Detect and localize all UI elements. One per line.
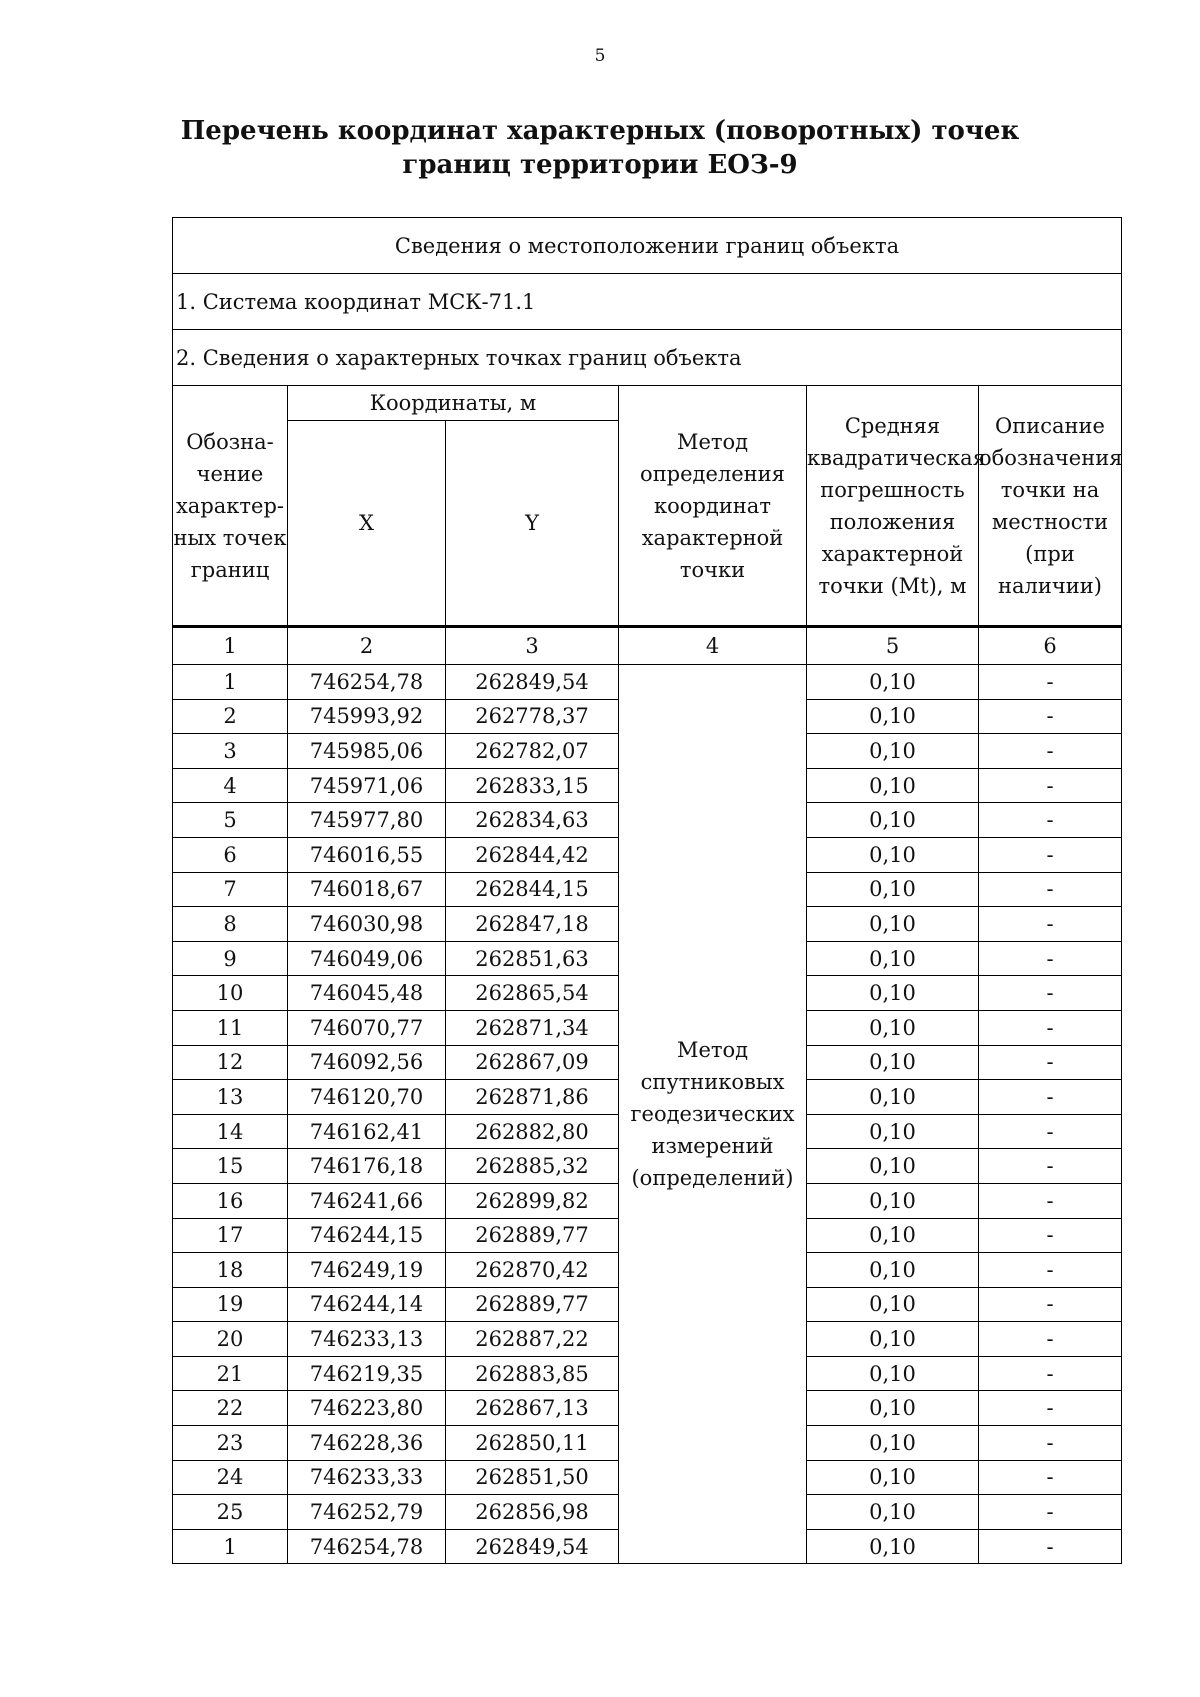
col-number: 4 bbox=[619, 627, 807, 665]
description-cell: - bbox=[979, 941, 1122, 976]
x-coordinate-cell: 746049,06 bbox=[288, 941, 446, 976]
x-coordinate-cell: 746228,36 bbox=[288, 1426, 446, 1461]
error-value-cell: 0,10 bbox=[807, 1391, 979, 1426]
point-number-cell: 1 bbox=[173, 665, 288, 700]
y-coordinate-cell: 262844,15 bbox=[446, 872, 619, 907]
point-number-cell: 5 bbox=[173, 803, 288, 838]
error-value-cell: 0,10 bbox=[807, 1495, 979, 1530]
description-cell: - bbox=[979, 1322, 1122, 1357]
y-coordinate-cell: 262778,37 bbox=[446, 699, 619, 734]
error-value-cell: 0,10 bbox=[807, 872, 979, 907]
col-number: 2 bbox=[288, 627, 446, 665]
error-value-cell: 0,10 bbox=[807, 665, 979, 700]
coordinates-table bbox=[172, 217, 1122, 1564]
error-value-cell: 0,10 bbox=[807, 941, 979, 976]
error-value-cell: 0,10 bbox=[807, 1045, 979, 1080]
x-coordinate-cell: 746241,66 bbox=[288, 1183, 446, 1218]
y-coordinate-cell: 262871,86 bbox=[446, 1080, 619, 1115]
page-number: 5 bbox=[594, 46, 606, 66]
description-cell: - bbox=[979, 1218, 1122, 1253]
x-coordinate-cell: 746252,79 bbox=[288, 1495, 446, 1530]
point-number-cell: 22 bbox=[173, 1391, 288, 1426]
col-description-header: Описание обозначения точки на местности (при наличии) bbox=[979, 386, 1122, 627]
y-coordinate-cell: 262833,15 bbox=[446, 768, 619, 803]
y-coordinate-cell: 262849,54 bbox=[446, 1529, 619, 1564]
description-cell: - bbox=[979, 1253, 1122, 1288]
col-method-header: Метод определения координат характерной точки bbox=[619, 386, 807, 627]
x-coordinate-cell: 746018,67 bbox=[288, 872, 446, 907]
column-number-row bbox=[173, 627, 1122, 665]
error-value-cell: 0,10 bbox=[807, 1080, 979, 1115]
description-cell: - bbox=[979, 837, 1122, 872]
point-number-cell: 25 bbox=[173, 1495, 288, 1530]
error-value-cell: 0,10 bbox=[807, 699, 979, 734]
error-value-cell: 0,10 bbox=[807, 1529, 979, 1564]
y-coordinate-cell: 262889,77 bbox=[446, 1287, 619, 1322]
title-line-1: Перечень координат характерных (поворотных) точек bbox=[180, 116, 1020, 146]
x-coordinate-cell: 746092,56 bbox=[288, 1045, 446, 1080]
y-coordinate-cell: 262865,54 bbox=[446, 976, 619, 1011]
point-number-cell: 9 bbox=[173, 941, 288, 976]
location-header: Сведения о местоположении границ объекта bbox=[173, 218, 1122, 274]
x-coordinate-cell: 746120,70 bbox=[288, 1080, 446, 1115]
x-coordinate-cell: 746219,35 bbox=[288, 1356, 446, 1391]
error-value-cell: 0,10 bbox=[807, 1253, 979, 1288]
description-cell: - bbox=[979, 699, 1122, 734]
y-coordinate-cell: 262782,07 bbox=[446, 734, 619, 769]
point-number-cell: 24 bbox=[173, 1460, 288, 1495]
y-coordinate-cell: 262882,80 bbox=[446, 1114, 619, 1149]
y-coordinate-cell: 262844,42 bbox=[446, 837, 619, 872]
col-number: 3 bbox=[446, 627, 619, 665]
y-coordinate-cell: 262867,13 bbox=[446, 1391, 619, 1426]
y-coordinate-cell: 262899,82 bbox=[446, 1183, 619, 1218]
point-number-cell: 23 bbox=[173, 1426, 288, 1461]
point-number-cell: 7 bbox=[173, 872, 288, 907]
point-number-cell: 13 bbox=[173, 1080, 288, 1115]
description-cell: - bbox=[979, 1495, 1122, 1530]
point-number-cell: 11 bbox=[173, 1010, 288, 1045]
description-cell: - bbox=[979, 1183, 1122, 1218]
point-number-cell: 6 bbox=[173, 837, 288, 872]
x-coordinate-cell: 746016,55 bbox=[288, 837, 446, 872]
x-coordinate-cell: 746045,48 bbox=[288, 976, 446, 1011]
description-cell: - bbox=[979, 665, 1122, 700]
description-cell: - bbox=[979, 1045, 1122, 1080]
y-coordinate-cell: 262851,50 bbox=[446, 1460, 619, 1495]
point-number-cell: 15 bbox=[173, 1149, 288, 1184]
description-cell: - bbox=[979, 734, 1122, 769]
description-cell: - bbox=[979, 768, 1122, 803]
description-cell: - bbox=[979, 872, 1122, 907]
y-coordinate-cell: 262885,32 bbox=[446, 1149, 619, 1184]
y-coordinate-cell: 262870,42 bbox=[446, 1253, 619, 1288]
error-value-cell: 0,10 bbox=[807, 1183, 979, 1218]
description-cell: - bbox=[979, 1391, 1122, 1426]
error-value-cell: 0,10 bbox=[807, 907, 979, 942]
method-cell: Метод спутниковых геодезических измерений (определений) bbox=[619, 665, 807, 1564]
x-coordinate-cell: 746254,78 bbox=[288, 665, 446, 700]
error-value-cell: 0,10 bbox=[807, 1322, 979, 1357]
x-coordinate-cell: 746249,19 bbox=[288, 1253, 446, 1288]
description-cell: - bbox=[979, 1426, 1122, 1461]
x-coordinate-cell: 746233,33 bbox=[288, 1460, 446, 1495]
point-number-cell: 20 bbox=[173, 1322, 288, 1357]
x-coordinate-cell: 746244,15 bbox=[288, 1218, 446, 1253]
error-value-cell: 0,10 bbox=[807, 768, 979, 803]
x-coordinate-cell: 746244,14 bbox=[288, 1287, 446, 1322]
x-coordinate-cell: 746162,41 bbox=[288, 1114, 446, 1149]
col-designation-header: Обозна- чение характер- ных точек границ bbox=[173, 386, 288, 627]
x-coordinate-cell: 745971,06 bbox=[288, 768, 446, 803]
y-coordinate-cell: 262883,85 bbox=[446, 1356, 619, 1391]
description-cell: - bbox=[979, 1287, 1122, 1322]
error-value-cell: 0,10 bbox=[807, 1426, 979, 1461]
description-cell: - bbox=[979, 803, 1122, 838]
error-value-cell: 0,10 bbox=[807, 734, 979, 769]
description-cell: - bbox=[979, 1080, 1122, 1115]
points-info-label: 2. Сведения о характерных точках границ объекта bbox=[173, 330, 1122, 386]
page-title bbox=[0, 114, 1200, 182]
error-value-cell: 0,10 bbox=[807, 1218, 979, 1253]
error-value-cell: 0,10 bbox=[807, 1287, 979, 1322]
point-number-cell: 16 bbox=[173, 1183, 288, 1218]
x-coordinate-cell: 746070,77 bbox=[288, 1010, 446, 1045]
description-cell: - bbox=[979, 1460, 1122, 1495]
description-cell: - bbox=[979, 907, 1122, 942]
error-value-cell: 0,10 bbox=[807, 803, 979, 838]
point-number-cell: 10 bbox=[173, 976, 288, 1011]
col-coords-header: Координаты, м bbox=[288, 386, 619, 421]
x-coordinate-cell: 745977,80 bbox=[288, 803, 446, 838]
table-row bbox=[173, 665, 1122, 700]
description-cell: - bbox=[979, 1114, 1122, 1149]
y-coordinate-cell: 262834,63 bbox=[446, 803, 619, 838]
point-number-cell: 21 bbox=[173, 1356, 288, 1391]
point-number-cell: 8 bbox=[173, 907, 288, 942]
x-coordinate-cell: 745985,06 bbox=[288, 734, 446, 769]
error-value-cell: 0,10 bbox=[807, 1010, 979, 1045]
y-coordinate-cell: 262871,34 bbox=[446, 1010, 619, 1045]
description-cell: - bbox=[979, 1356, 1122, 1391]
x-coordinate-cell: 746223,80 bbox=[288, 1391, 446, 1426]
y-coordinate-cell: 262867,09 bbox=[446, 1045, 619, 1080]
y-coordinate-cell: 262849,54 bbox=[446, 665, 619, 700]
error-value-cell: 0,10 bbox=[807, 837, 979, 872]
description-cell: - bbox=[979, 1010, 1122, 1045]
y-coordinate-cell: 262889,77 bbox=[446, 1218, 619, 1253]
point-number-cell: 17 bbox=[173, 1218, 288, 1253]
col-error-header: Средняя квадратическая погрешность положения характерной точки (Mt), м bbox=[807, 386, 979, 627]
point-number-cell: 1 bbox=[173, 1529, 288, 1564]
point-number-cell: 12 bbox=[173, 1045, 288, 1080]
x-coordinate-cell: 746233,13 bbox=[288, 1322, 446, 1357]
error-value-cell: 0,10 bbox=[807, 1356, 979, 1391]
error-value-cell: 0,10 bbox=[807, 1114, 979, 1149]
y-coordinate-cell: 262847,18 bbox=[446, 907, 619, 942]
error-value-cell: 0,10 bbox=[807, 976, 979, 1011]
col-number: 1 bbox=[173, 627, 288, 665]
title-line-2: границ территории ЕОЗ-9 bbox=[402, 150, 798, 180]
col-number: 5 bbox=[807, 627, 979, 665]
description-cell: - bbox=[979, 976, 1122, 1011]
x-coordinate-cell: 746254,78 bbox=[288, 1529, 446, 1564]
col-number: 6 bbox=[979, 627, 1122, 665]
x-coordinate-cell: 746030,98 bbox=[288, 907, 446, 942]
y-coordinate-cell: 262851,63 bbox=[446, 941, 619, 976]
error-value-cell: 0,10 bbox=[807, 1460, 979, 1495]
point-number-cell: 3 bbox=[173, 734, 288, 769]
y-coordinate-cell: 262856,98 bbox=[446, 1495, 619, 1530]
y-coordinate-cell: 262887,22 bbox=[446, 1322, 619, 1357]
point-number-cell: 19 bbox=[173, 1287, 288, 1322]
x-coordinate-cell: 745993,92 bbox=[288, 699, 446, 734]
x-coordinate-cell: 746176,18 bbox=[288, 1149, 446, 1184]
description-cell: - bbox=[979, 1149, 1122, 1184]
col-x-header: X bbox=[288, 421, 446, 627]
col-y-header: Y bbox=[446, 421, 619, 627]
point-number-cell: 18 bbox=[173, 1253, 288, 1288]
description-cell: - bbox=[979, 1529, 1122, 1564]
point-number-cell: 14 bbox=[173, 1114, 288, 1149]
point-number-cell: 2 bbox=[173, 699, 288, 734]
error-value-cell: 0,10 bbox=[807, 1149, 979, 1184]
coord-system-label: 1. Система координат МСК-71.1 bbox=[173, 274, 1122, 330]
point-number-cell: 4 bbox=[173, 768, 288, 803]
y-coordinate-cell: 262850,11 bbox=[446, 1426, 619, 1461]
